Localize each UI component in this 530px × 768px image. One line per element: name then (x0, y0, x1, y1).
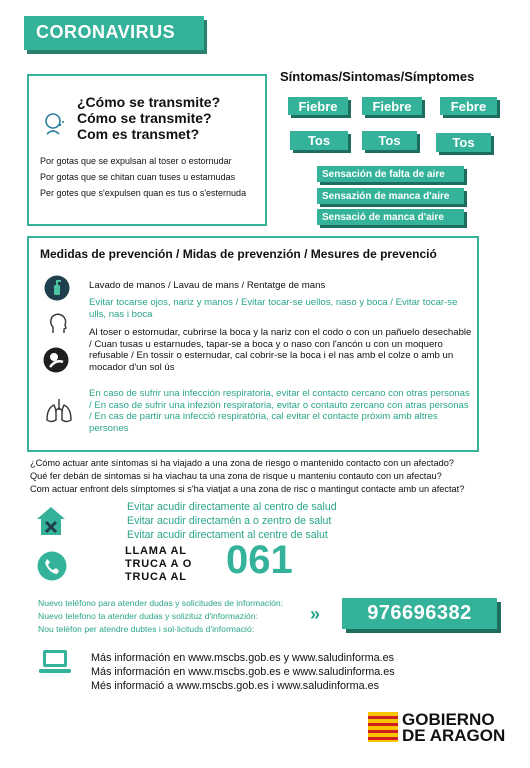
phone-line-es: Nuevo teléfono para atender dudas y solicitudes de información: (38, 598, 284, 608)
transmit-line-an: Por gotas que se chitan cuan tuses u estarnudas (40, 172, 236, 182)
prevention-no-touch: Evitar tocarse ojos, nariz y manos / Evitar tocar-se uellos, naso y boca / Evitar tocar-se ulls, nas i boca (89, 297, 458, 320)
symptom-fever-ca: Febre (440, 97, 497, 115)
symptom-cough-an: Tos (362, 131, 417, 150)
avoid-center-an: Evitar acudir directamén a o zentro de salut (127, 515, 332, 527)
symptom-fever-es: Fiebre (288, 97, 348, 115)
transmit-line-es: Por gotas que se expulsan al toser o estornudar (40, 156, 232, 166)
logo-line-1: GOBIERNO (402, 710, 495, 729)
symptom-breath-es: Sensación de falta de aire (317, 166, 464, 182)
transmit-question-ca: Com es transmet? (77, 126, 200, 142)
aragon-flag-logo (368, 712, 398, 742)
government-logo-text (402, 712, 505, 744)
lungs-icon (44, 396, 74, 426)
info-ca: Més informació a www.mscbs.gob.es i www.saludinforma.es (91, 680, 380, 692)
avoid-center-es: Evitar acudir directamente al centro de salud (127, 501, 337, 513)
symptom-cough-es: Tos (290, 131, 348, 150)
transmit-question-an: Cómo se transmite? (77, 110, 212, 126)
symptom-fever-an: Fiebre (362, 97, 422, 115)
symptoms-title: Síntomas/Sintomas/Símptomes (280, 69, 475, 84)
transmit-line-ca: Per gotes que s'expulsen quan es tus o s'esternuda (40, 188, 247, 198)
avoid-center-ca: Evitar acudir directament al centre de salut (127, 529, 328, 541)
question-an: Qué fer debán de sintomas si ha viachau ta una zona de risque u manteniu contauto con un afectau? (30, 471, 442, 481)
prevention-avoid-contact: En caso de sufrir una infección respiratoria, evitar el contacto cercano con otras personas / En caso de sufrir una infezión respiratoria, evitar o contauto zercano con atras personas / En cas de partir una infecció respiratòria, cal evitar el contacte pròxim amb altres persones (89, 388, 470, 434)
page-title: CORONAVIRUS (36, 22, 176, 42)
person-cough-icon (43, 112, 65, 136)
soap-icon (44, 275, 70, 301)
health-center-icon (35, 505, 67, 537)
symptom-breath-ca: Sensació de manca d'aire (317, 209, 464, 225)
call-line-ca: TRUCA AL (125, 571, 187, 583)
prevention-cover-cough: Al toser o estornudar, cubrirse la boca y la nariz con el codo o con un pañuelo desechable / Cuan tusas u estarnudes, tapar-se a boca y o naso con l'ancón u con un moquero refusable / En tossir o esternudar, cal cobrir-se la boca i el nas amb el colze o amb un mocador d'un sol ús (89, 327, 472, 373)
face-touch-icon (45, 311, 71, 337)
emergency-number: 061 (226, 538, 293, 582)
phone-line-ca: Nou telèfon per atendre dubtes i sol·licituds d'informació: (38, 624, 255, 634)
call-line-es: LLAMA AL (125, 545, 187, 557)
symptom-breath-an: Sensazión de manca d'aire (317, 188, 464, 204)
sneeze-elbow-icon (43, 347, 69, 373)
prevention-title: Medidas de prevención / Midas de prevenzión / Mesures de prevenció (40, 247, 437, 261)
transmit-question-es: ¿Cómo se transmite? (77, 94, 221, 110)
phone-number-box: 976696382 (342, 598, 497, 629)
question-ca: Com actuar enfront dels símptomes si s'ha viatjat a una zona de risc o mantingut contacte amb un afectat? (30, 484, 465, 494)
laptop-icon (38, 648, 72, 676)
logo-line-2: DE ARAGON (402, 726, 506, 745)
arrow-right-icon: » (310, 604, 321, 624)
phone-icon (37, 551, 67, 581)
symptom-cough-ca: Tos (436, 133, 491, 152)
phone-line-an: Nuevo telefono ta atender dudas y solizituz d'informazión: (38, 611, 258, 621)
call-line-an: TRUCA A O (125, 558, 193, 570)
info-an: Más información en www.mscbs.gob.es e www.saludinforma.es (91, 666, 395, 678)
info-es: Más información en www.mscbs.gob.es y www.saludinforma.es (91, 652, 395, 664)
prevention-handwash: Lavado de manos / Lavau de mans / Rentatge de mans (89, 280, 326, 291)
transmission-box (27, 74, 267, 226)
question-es: ¿Cómo actuar ante síntomas si ha viajado a una zona de riesgo o mantenido contacto con un afectado? (30, 458, 454, 468)
